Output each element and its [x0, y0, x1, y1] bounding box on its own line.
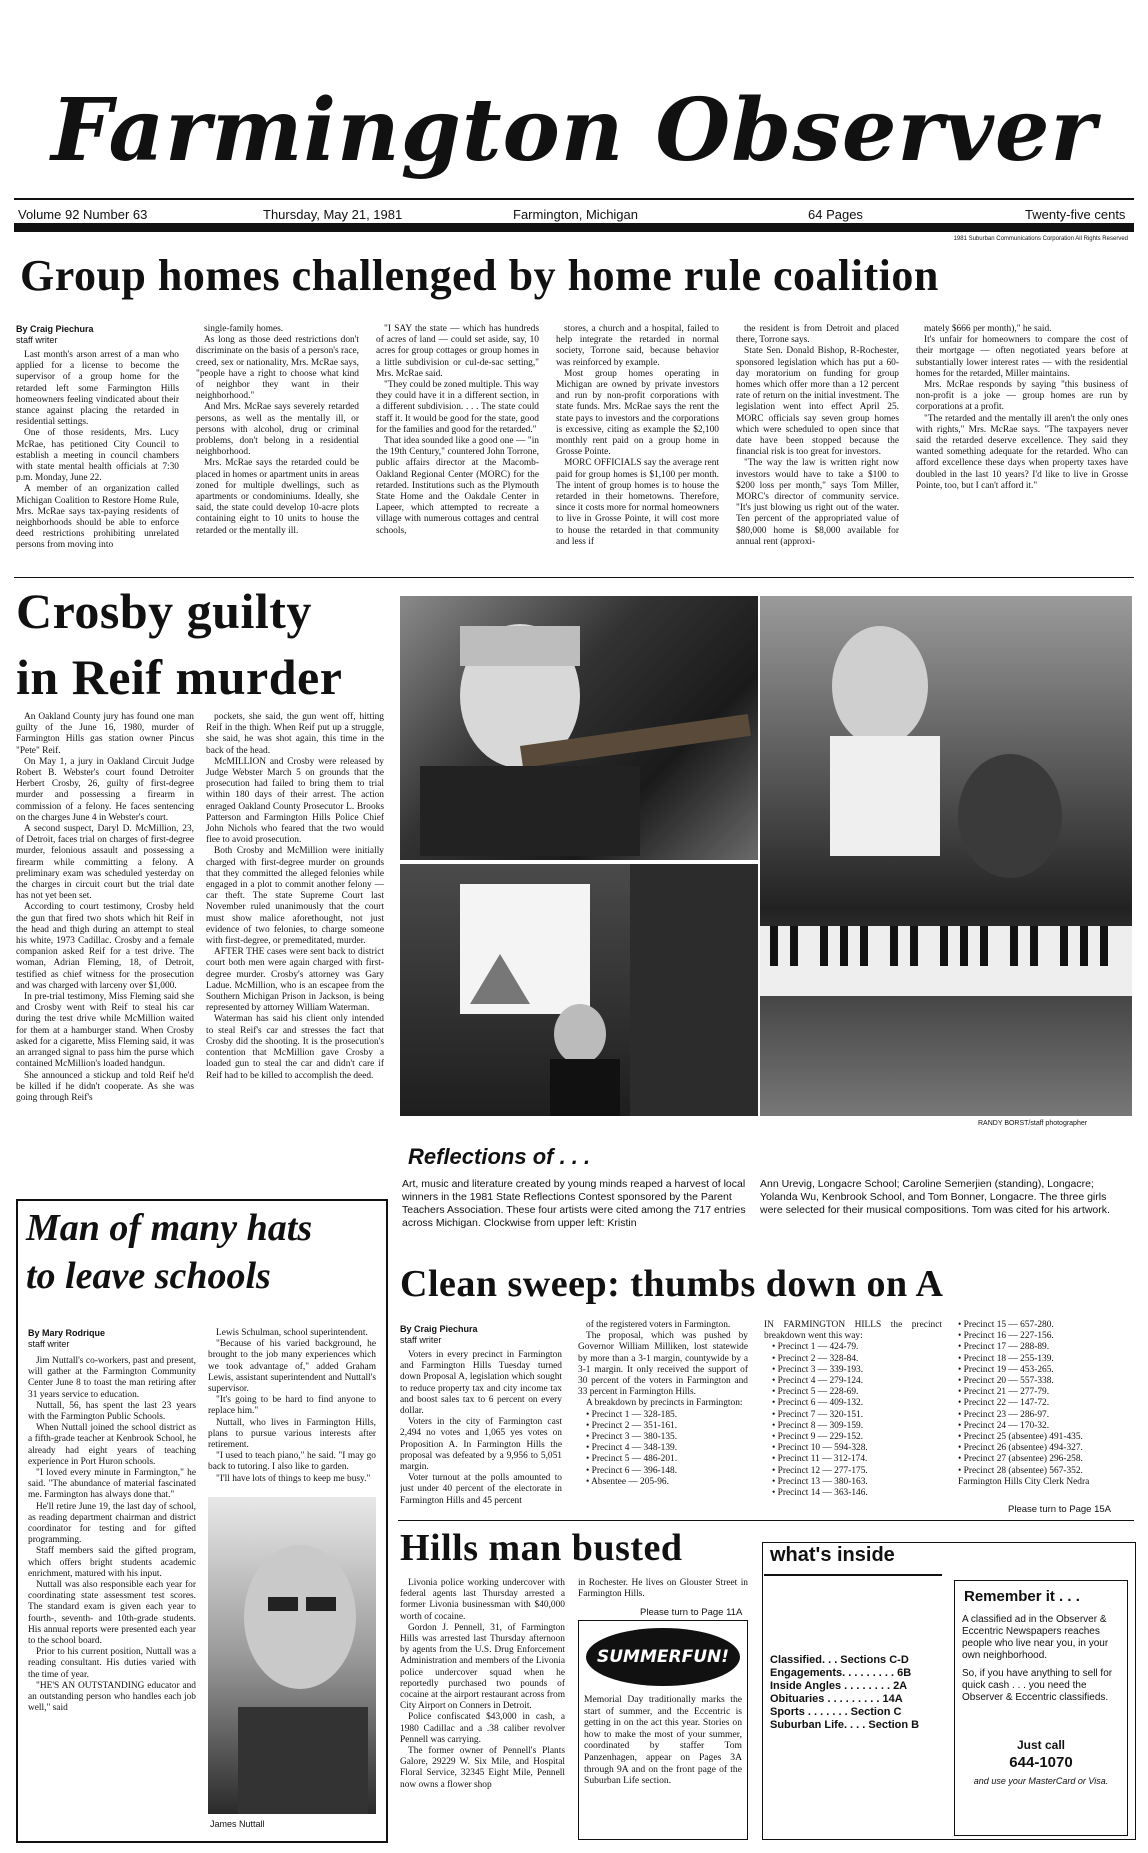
precinct-item: • Precinct 2 — 328-84. [772, 1354, 942, 1365]
story3-headline-line2: to leave schools [26, 1255, 271, 1297]
paragraph: The proposal, which was pushed by Governor William Milliken, lost statewide by more than a 3-1 margin, countywide by a 3-1 margin. It only received the support of 30 percent of the voters in Farmington and 33 percent in Farmington Hills. [578, 1331, 748, 1398]
precinct-item: • Precinct 1 — 424-79. [772, 1342, 942, 1353]
masthead-title: Farmington Observer [51, 80, 1097, 181]
farmington-precinct-list [578, 1410, 748, 1488]
paragraph: "I loved every minute in Farmington," he said. "The abundance of material fascinated me. Farmington has always done that." [28, 1468, 196, 1501]
paragraph: Voters in the city of Farmington cast 2,494 no votes and 1,065 yes votes on Proposition A. In Farmington Hills the proposal was defeated by a 9,956 to 5,051 margin. [400, 1417, 562, 1473]
precinct-item: • Precinct 21 — 277-79. [958, 1387, 1134, 1398]
precinct-item: • Precinct 6 — 409-132. [772, 1398, 942, 1409]
story5-col2: in Rochester. He lives on Glouster Street in Farmington Hills. [578, 1578, 748, 1600]
precinct-item: • Precinct 11 — 312-174. [772, 1454, 942, 1465]
photo-nuttall [208, 1497, 376, 1814]
paragraph: Livonia police working undercover with federal agents last Thursday arrested a former Livonia businessman with $40,000 worth of cocaine. [400, 1578, 565, 1622]
paragraph: Staff members said the gifted program, which offers bright students academic enrichment, matured with his input. [28, 1546, 196, 1579]
page-count: 64 Pages [808, 207, 863, 222]
masthead-rule-bottom [14, 223, 1134, 232]
paragraph: mately $666 per month)," he said. [924, 324, 1052, 334]
index-classified: Classified. . . Sections C-D [770, 1654, 909, 1666]
index-inside-angles: Inside Angles . . . . . . . . 2A [770, 1680, 908, 1692]
paragraph: Last month's arson arrest of a man who applied for a license to become the supervisor of a group home for the retarded left some Farmington Hills homeowners feeling vindicated about their stance against placing the retarded in residential settings. [16, 350, 179, 428]
photo-caption-right: Ann Urevig, Longacre School; Caroline Semerjien (standing), Longacre; Yolanda Wu, Kenbrook School, and Tom Bonner, Longacre. The three girls were selected for their musical compositions. Tom was cited for his artwork. [760, 1178, 1110, 1216]
story4-col3 [764, 1320, 942, 1499]
photo-violinist [400, 596, 758, 860]
classified-phone: 644-1070 [1009, 1754, 1073, 1771]
paragraph: Voters in every precinct in Farmington and Farmington Hills Tuesday turned down Proposal A, legislation which sought to reduce property tax and city income tax and boost sales tax to 6 percent on every dollar. [400, 1350, 562, 1417]
whats-inside-title: what's inside [770, 1544, 895, 1566]
clerk-line: Farmington Hills City Clerk Nedra [958, 1476, 1090, 1487]
paragraph: "The way the law is written right now investors would have to take a $100 to $200 loss per month," says Tom Miller, MORC's director of community service. "It's just blowing us right out of the water. Ten percent of the appropriated value of $80,000 home is $8,000 available for annual rent (approxi- [736, 458, 899, 547]
city-label: Farmington, Michigan [513, 207, 638, 222]
paragraph: Nuttall was also responsible each year for coordinating state assessment test scores. The standard exam is given each year to fourth-, seventh- and 10th-grade students. His annual reports were presented each year to the school board. [28, 1580, 196, 1647]
story1-col1 [16, 350, 179, 570]
story1-byline [16, 324, 181, 346]
story4-col4 [958, 1320, 1134, 1488]
paragraph: A second suspect, Daryl D. McMillion, 23, of Detroit, faces trial on charges of first-degree murder, felonious assault and possessing a firearm while committing a felony. A preliminary exam was scheduled yesterday on the charges in circuit court but the trial date has not yet been set. [16, 824, 194, 902]
byline-role: staff writer [28, 1339, 70, 1349]
summerfun-logo: SUMMERFUN! [586, 1628, 740, 1686]
story2-headline-line2: in Reif murder [16, 649, 343, 705]
precinct-item: • Precinct 13 — 380-163. [772, 1477, 942, 1488]
violinist-illustration [400, 596, 758, 860]
index-obituaries: Obituaries . . . . . . . . . 14A [770, 1693, 903, 1705]
paragraph: On May 1, a jury in Oakland Circuit Judge Robert B. Webster's court found Detroiter Herbert Crosby, 26, guilty of first-degree murder and possessing a firearm in commission of a felony. He faces sentencing on the charges June 4 in Webster's court. [16, 756, 194, 823]
paragraph: "I used to teach piano," he said. "I may go back to tutoring. I also like to garden. [208, 1451, 376, 1473]
index-suburban-life: Suburban Life. . . . Section B [770, 1719, 920, 1731]
story3-headline [26, 1204, 382, 1300]
whats-inside-rule [764, 1574, 942, 1576]
precinct-item: • Precinct 10 — 594-328. [772, 1443, 942, 1454]
precinct-item: • Precinct 16 — 227-156. [958, 1331, 1134, 1342]
piano-illustration [760, 596, 1132, 1116]
price-label: Twenty-five cents [1025, 207, 1126, 222]
story3-headline-line1: Man of many hats [26, 1207, 313, 1249]
photo-piano [760, 596, 1132, 1116]
hills-precinct-list-b [958, 1320, 1134, 1477]
precinct-item: • Precinct 12 — 277-175. [772, 1466, 942, 1477]
whats-inside-list [770, 1654, 938, 1732]
paragraph: Nuttall, who lives in Farmington Hills, plans to pursue various interests after retirement. [208, 1417, 376, 1451]
precinct-item: • Precinct 23 — 286-97. [958, 1410, 1134, 1421]
paragraph: "I SAY the state — which has hundreds of acres of land — could set aside, say, 10 acres for group cottages or group homes in a little subdivision or cul-de-sac setting," Mrs. McRae said. [376, 324, 539, 379]
remember-title: Remember it . . . [964, 1588, 1080, 1605]
artist-illustration [400, 864, 758, 1116]
precinct-item: • Precinct 4 — 279-124. [772, 1376, 942, 1387]
precinct-item: • Precinct 26 (absentee) 494-327. [958, 1443, 1134, 1454]
paragraph: Most group homes operating in Michigan are owned by private investors and run by non-profit corporations with state funds. Mrs. McRae says the rent the state pays to investors and the corporations is excessive, citing as example the $2,100 monthly rent paid on a group home in Grosse Pointe. [556, 368, 719, 458]
paragraph: A breakdown by precincts in Farmington: [586, 1398, 743, 1409]
story3-byline [28, 1328, 193, 1350]
story4-col2 [578, 1320, 748, 1488]
paragraph: The former owner of Pennell's Plants Galore, 29229 W. Six Mile, and Hospital Floral Service, 32345 Eight Mile, Pennell now owns a flower shop [400, 1746, 565, 1790]
paragraph: She announced a stickup and told Reif he'd be killed if he didn't cooperate. As she was going through Reif's [16, 1070, 194, 1103]
story3-col1 [28, 1356, 196, 1834]
story5-jump: Please turn to Page 11A [640, 1607, 743, 1618]
paragraph: As long as those deed restrictions don't discriminate on the basis of a person's race, creed, sex or nationality, Mrs. McRae says, "people have a right to choose what kind of neighbor they want in their neighborhood." [196, 335, 359, 402]
story2-headline-line1: Crosby guilty [16, 583, 312, 639]
story4-col1 [400, 1350, 562, 1520]
byline-role: staff writer [16, 335, 58, 345]
portrait-illustration [208, 1497, 376, 1814]
paragraph: Both Crosby and McMillion were initially charged with first-degree murder on grounds that they committed the alleged felonies while engaged in a plot to commit another felony — car theft. The state Supreme Court last November ruled unanimously that the court must show malice aforethought, not just evidence of two felonies, to charge someone with first-degree, or premeditated, murder. [206, 846, 384, 947]
paragraph: Waterman has said his client only intended to steal Reif's car and stresses the fact that Crosby did the shooting. It is the prosecution's contention that McMillion gave Crosby a loaded gun to steal the car and didn't care if Reif had to be killed to accomplish the deed. [206, 1014, 384, 1081]
precinct-item: • Absentee — 205-96. [586, 1477, 748, 1488]
paragraph: A member of an organization called Michigan Coalition to Restore Home Rule, Mrs. McRae says tax-paying residents of neighborhoods should be able to enforce deed restrictions prohibiting unrelated persons from moving into [16, 484, 179, 551]
precinct-item: • Precinct 25 (absentee) 491-435. [958, 1432, 1134, 1443]
paragraph: One of those residents, Mrs. Lucy McRae, has petitioned City Council to establish a meeting in council chambers with state mental health officials at 7:30 p.m. Monday, June 22. [16, 428, 179, 484]
precinct-item: • Precinct 5 — 228-69. [772, 1387, 942, 1398]
paragraph: And Mrs. McRae says severely retarded persons, as well as the mentally ill, or persons with alcohol, drug or criminal problems, don't belong in a residential neighborhood. [196, 402, 359, 458]
volume-label: Volume 92 Number 63 [18, 207, 148, 222]
call-label: Just call [1016, 1738, 1066, 1752]
info-bar [18, 205, 1128, 225]
story5-headline: Hills man busted [400, 1527, 683, 1569]
precinct-item: • Precinct 20 — 557-338. [958, 1376, 1134, 1387]
paragraph: When Nuttall joined the school district as a fifth-grade teacher at Kenbrook School, he already had eight years of teaching experience in Port Huron schools. [28, 1423, 196, 1467]
precinct-item: • Precinct 2 — 351-161. [586, 1421, 748, 1432]
paragraph: An Oakland County jury has found one man guilty of the June 16, 1980, murder of Farmington Hills gas station owner Pincus "Pete" Reif. [16, 712, 194, 756]
paragraph: Jim Nuttall's co-workers, past and present, will gather at the Farmington Community Center June 8 to toast the man retiring after 31 years service to education. [28, 1356, 196, 1400]
paragraph: Lewis Schulman, school superintendent. [216, 1328, 368, 1338]
nuttall-caption: James Nuttall [210, 1819, 265, 1829]
paragraph: State Sen. Donald Bishop, R-Rochester, sponsored legislation which has put a 60-day moratorium on funding for group homes which offer more than a 12 percent rate of return on the initial investment. The legislation went into effect April 25. MORC officials say seven group homes which were scheduled to open since that date have been stopped because the financial risk is too great for investors. [736, 346, 899, 458]
story1-headline: Group homes challenged by home rule coalition [20, 251, 939, 300]
story2-col1 [16, 712, 194, 1190]
paragraph: In pre-trial testimony, Miss Fleming said she and Crosby went with Reif to steal his car during the test drive while McMillion waited for them at a hamburger stand. When Crosby asked for a cigarette, Miss Fleming said, it was an arranged signal to pass him the purse which contained McMillion's loaded handgun. [16, 992, 194, 1070]
precinct-item: • Precinct 24 — 170-32. [958, 1421, 1134, 1432]
precinct-item: • Precinct 14 — 363-146. [772, 1488, 942, 1499]
precinct-item: • Precinct 27 (absentee) 296-258. [958, 1454, 1134, 1465]
precinct-item: • Precinct 28 (absentee) 567-352. [958, 1466, 1134, 1477]
byline-name: By Craig Piechura [16, 324, 94, 334]
precinct-item: • Precinct 8 — 309-159. [772, 1421, 942, 1432]
hills-intro: IN FARMINGTON HILLS the precinct breakdown went this way: [764, 1320, 942, 1342]
paragraph: Voter turnout at the polls amounted to just under 40 percent of the electorate in Farmington Hills and 45 percent [400, 1473, 562, 1506]
precinct-item: • Precinct 15 — 657-280. [958, 1320, 1134, 1331]
story4-col2-text [578, 1320, 748, 1410]
precinct-item: • Precinct 3 — 339-193. [772, 1365, 942, 1376]
story4-jump: Please turn to Page 15A [1008, 1504, 1111, 1515]
paragraph: "I'll have lots of things to keep me busy." [216, 1473, 371, 1484]
summer-text: Memorial Day traditionally marks the start of summer, and the Eccentric is getting in on the act this year. Stories on how to make the most of your summer, coordinated by staffer Tom Panzenhagen, appear on Pages 3A through 9A and on the front page of the Suburban Life section. [584, 1694, 742, 1787]
paragraph: of the registered voters in Farmington. [586, 1320, 731, 1330]
photo-caption-left: Art, music and literature created by young minds reaped a harvest of local winners in the 1981 State Reflections Contest sponsored by the Parent Teachers Association. These four artists were cited among the 717 entries across Michigan. Clockwise from upper left: Kristin [402, 1178, 746, 1229]
precinct-item: • Precinct 4 — 348-139. [586, 1443, 748, 1454]
story4-headline: Clean sweep: thumbs down on A [400, 1263, 944, 1305]
byline-name: By Mary Rodrique [28, 1328, 106, 1338]
paragraph: AFTER THE cases were sent back to district court both men were again charged with first-degree murder. Crosby's attorney was Gary Ladue. McMillion, who is an escapee from the Southern Michigan Prison in Jackson, is being represented by attorney William Waterman. [206, 947, 384, 1014]
story2-col2 [206, 712, 384, 1190]
paragraph: the resident is from Detroit and placed there, Torrone says. [736, 324, 899, 346]
precinct-item: • Precinct 22 — 147-72. [958, 1398, 1134, 1409]
story2-headline [16, 578, 396, 710]
hills-precinct-list-a [764, 1342, 942, 1499]
paragraph: "HE'S AN OUTSTANDING educator and an outstanding person who handles each job well," said [28, 1680, 196, 1714]
photo-artist [400, 864, 758, 1116]
precinct-item: • Precinct 9 — 229-152. [772, 1432, 942, 1443]
precinct-item: • Precinct 5 — 486-201. [586, 1454, 748, 1465]
story1-col2 [196, 324, 359, 570]
precinct-item: • Precinct 3 — 380-135. [586, 1432, 748, 1443]
photo-credit: RANDY BORST/staff photographer [978, 1120, 1088, 1127]
paragraph: Gordon J. Pennell, 31, of Farmington Hills was arrested last Thursday afternoon by agents from the U.S. Drug Enforcement Administration and members of the Livonia police undercover squad when he reportedly purchased two pounds of cocaine at the airport restaurant across from City Airport on Conners in Detroit. [400, 1622, 565, 1712]
story1-col6 [916, 324, 1128, 570]
paragraph: According to court testimony, Crosby held the gun that fired two shots which hit Reif in the head and thigh during an attempt to steal his white, 1973 Cadillac. Crosby and a female companion asked Reif for a test drive. The woman, Adrian Fleming, 18, of Detroit, testified as chief witness for the prosecution and was charged with larceny over $1,000. [16, 902, 194, 991]
paragraph: "Because of his varied background, he brought to the job many experiences which we took advantage of," added Graham Lewis, assistant superintendent and Nuttall's supervisor. [208, 1339, 376, 1395]
paragraph: It's unfair for homeowners to compare the cost of their mortgage — often negotiated years before at substantially lower interest rates — with the residential homes for the retarded, Miller maintains. [916, 335, 1128, 379]
paragraph: "They could be zoned multiple. This way they could have it in a different section, in a different subdivision. . . . The state could staff it. It would be good for the state, good for the families and good for the retarded." [376, 380, 539, 435]
paragraph: Mrs. McRae responds by saying "this business of non-profit is a joke — group homes are run by corporations at a profit. [916, 380, 1128, 413]
story4-divider [398, 1520, 1134, 1521]
paragraph: MORC OFFICIALS say the average rent paid for group homes is $1,100 per month. The intent of group homes is to house the retarded in their hometowns. Therefore, since it costs more for normal homeowners to live in Grosse Pointe, it will cost more to house the retarded in that community and less if [556, 458, 719, 547]
story5-col1 [400, 1578, 565, 1840]
index-engagements: Engagements. . . . . . . . . 6B [770, 1667, 912, 1679]
story3-col2 [208, 1328, 376, 1490]
story1-col3 [376, 324, 539, 570]
paragraph: Police confiscated $43,000 in cash, a 1980 Cadillac and a .38 caliber revolver Pennell was carrying. [400, 1712, 565, 1745]
byline-role: staff writer [400, 1335, 442, 1345]
paragraph: Nuttall, 56, has spent the last 23 years with the Farmington Public Schools. [28, 1400, 196, 1423]
precinct-item: • Precinct 17 — 288-89. [958, 1342, 1134, 1353]
paragraph: "The retarded and the mentally ill aren't the only ones with rights," Mrs. McRae says. "The taxpayers never said the retarded deserve excellence. They said they wanted something adequate for the retarded. Who can afford excellence these days when property taxes have doubled in the last 10 years? I'd like to live in Grosse Pointe, too, but I can't afford it." [916, 413, 1128, 491]
byline-name: By Craig Piechura [400, 1324, 478, 1334]
precinct-item: • Precinct 6 — 396-148. [586, 1466, 748, 1477]
index-sports: Sports . . . . . . . Section C [770, 1706, 902, 1718]
precinct-item: • Precinct 7 — 320-151. [772, 1410, 942, 1421]
issue-date: Thursday, May 21, 1981 [263, 207, 403, 222]
remember-text-2: So, if you have anything to sell for quick cash . . . you need the Observer & Eccentric classifieds. [962, 1668, 1113, 1703]
paragraph: stores, a church and a hospital, failed to help integrate the retarded in normal society, Torrone said, because behavior was reinforced by example. [556, 324, 719, 368]
paragraph: Mrs. McRae says the retarded could be placed in homes or apartment units in areas zoned for multiple dwellings, such as apartments or condominiums. Ideally, she said, the state could develop 10-acre plots containing eight to 10 units to house the retarded or the mentally ill. [196, 458, 359, 536]
paragraph: McMILLION and Crosby were released by Judge Webster March 5 on grounds that the prosecution had failed to bring them to trial within 180 days of their arrest. The action enraged Oakland County Prosecutor L. Brooks Patterson and Farmington Hills Police Chief John Nichols who feared that the two would flee to avoid prosecution. [206, 756, 384, 846]
paragraph: Prior to his current position, Nuttall was a reading consultant. His duties varied with the time of year. [28, 1647, 196, 1680]
remember-text: A classified ad in the Observer & Eccentric Newspapers reaches people who live near you, in your own neighborhood. [962, 1614, 1109, 1661]
paragraph: That idea sounded like a good one — "in the 19th Century," countered John Torrone, public affairs director at the Macomb-Oakland Regional Center (MORC) for the retarded. Institutions such as the Plymouth State Home and the Oakdale Center in Lapeer, which attempted to recreate a village with numerous cottages and central schools, [376, 436, 539, 536]
card-note: and use your MasterCard or Visa. [973, 1776, 1109, 1786]
paragraph: He'll retire June 19, the last day of school, as reading department chairman and district coordinator for testing and for gifted programming. [28, 1501, 196, 1546]
precinct-item: • Precinct 1 — 328-185. [586, 1410, 748, 1421]
paragraph: single-family homes. [204, 324, 284, 334]
precinct-item: • Precinct 19 — 453-265. [958, 1365, 1134, 1376]
copyright-line: 1981 Suburban Communications Corporation All Rights Reserved [953, 236, 1128, 242]
story4-byline [400, 1324, 565, 1346]
masthead-rule-top [14, 198, 1134, 200]
story1-col4 [556, 324, 719, 570]
precinct-item: • Precinct 18 — 255-139. [958, 1354, 1134, 1365]
paragraph: "It's going to be hard to find anyone to replace him." [208, 1395, 376, 1417]
story1-col5 [736, 324, 899, 570]
paragraph: pockets, she said, the gun went off, hitting Reif in the thigh. When Reif put up a struggle, she said, he was shot again, this time in the back of the head. [206, 712, 384, 756]
photo-caption-title: Reflections of . . . [408, 1144, 591, 1169]
